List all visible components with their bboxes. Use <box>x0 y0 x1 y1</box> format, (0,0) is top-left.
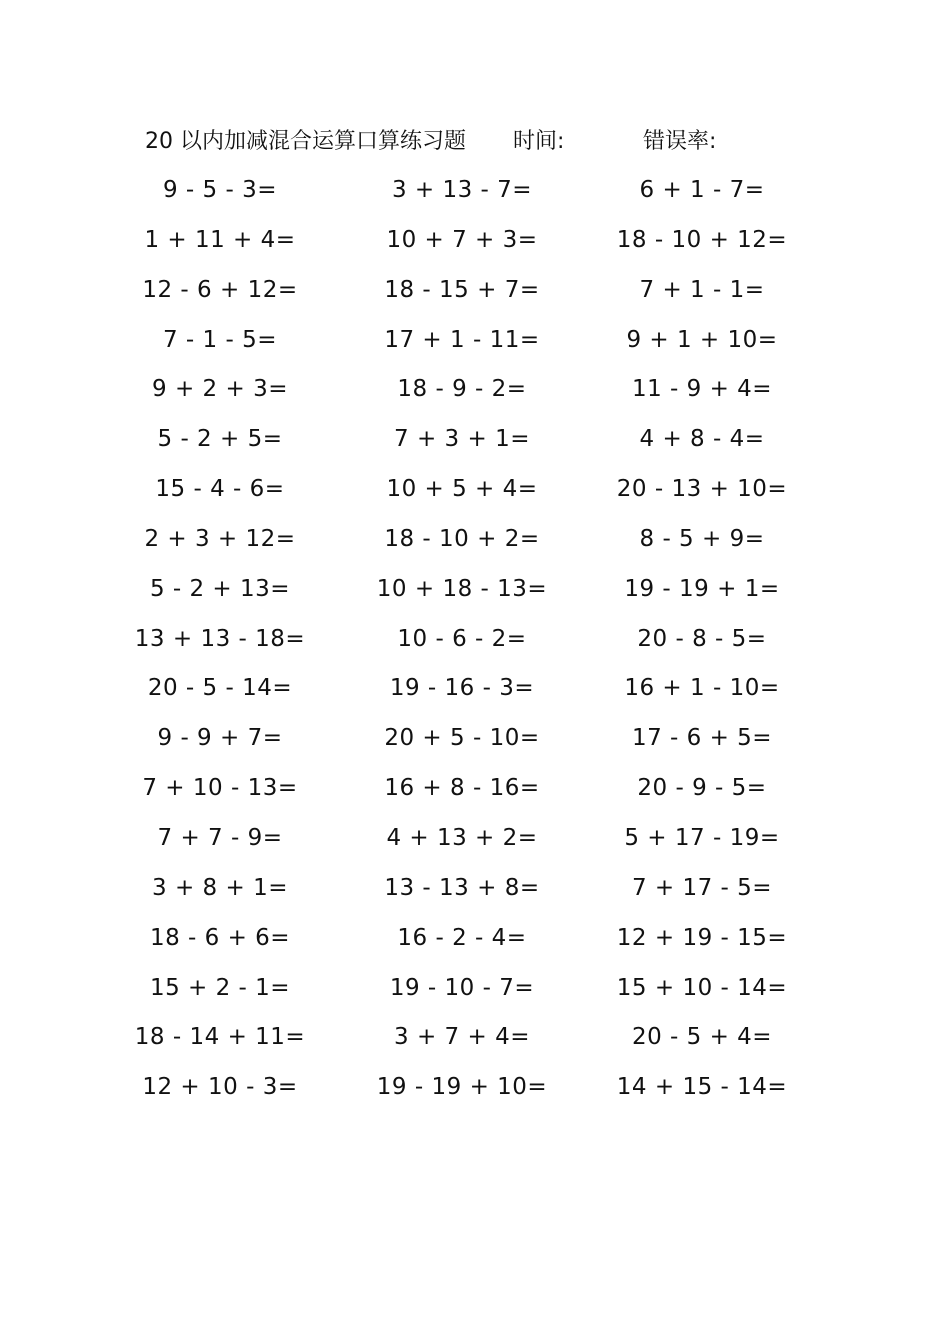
math-problem: 12 + 19 - 15= <box>616 924 788 951</box>
problem-row <box>0 714 950 764</box>
math-problem: 17 + 1 - 11= <box>384 326 540 353</box>
math-problem: 18 - 15 + 7= <box>384 276 540 303</box>
math-problem: 15 - 4 - 6= <box>155 476 285 503</box>
math-problem: 20 - 13 + 10= <box>616 476 788 503</box>
math-problem: 20 - 5 - 14= <box>147 675 293 702</box>
problem-row <box>0 515 950 565</box>
math-problem: 5 + 17 - 19= <box>624 824 780 851</box>
problem-row <box>0 316 950 366</box>
problem-row <box>0 664 950 714</box>
math-problem: 10 + 5 + 4= <box>386 476 538 503</box>
math-problem: 10 - 6 - 2= <box>397 625 527 652</box>
problem-row <box>0 465 950 515</box>
math-problem: 4 + 13 + 2= <box>386 824 538 851</box>
math-problem: 20 - 5 + 4= <box>631 1024 773 1051</box>
math-problem: 18 - 14 + 11= <box>134 1024 306 1051</box>
math-problem: 6 + 1 - 7= <box>639 177 765 203</box>
problem-row <box>0 1063 950 1113</box>
math-problem: 3 + 8 + 1= <box>152 874 288 901</box>
math-problem: 7 - 1 - 5= <box>162 326 277 353</box>
math-problem: 13 + 13 - 18= <box>134 625 306 652</box>
math-problem: 18 - 10 + 12= <box>616 226 788 253</box>
math-problem: 19 - 10 - 7= <box>389 974 535 1001</box>
math-problem: 3 + 13 - 7= <box>391 177 533 203</box>
problem-grid <box>0 166 950 1113</box>
math-problem: 10 + 18 - 13= <box>376 575 548 602</box>
math-problem: 11 - 9 + 4= <box>631 376 773 403</box>
problem-row <box>0 615 950 665</box>
math-problem: 19 - 19 + 10= <box>376 1074 548 1101</box>
problem-row <box>0 964 950 1014</box>
math-problem: 7 + 1 - 1= <box>639 276 765 303</box>
math-problem: 8 - 5 + 9= <box>639 525 765 552</box>
math-problem: 17 - 6 + 5= <box>631 725 773 752</box>
math-problem: 5 - 2 + 13= <box>149 575 291 602</box>
problem-row <box>0 216 950 266</box>
math-problem: 19 - 16 - 3= <box>389 675 535 702</box>
problem-row <box>0 814 950 864</box>
problem-row <box>0 365 950 415</box>
math-problem: 5 - 2 + 5= <box>157 426 283 453</box>
error-rate-label: 错误率: <box>643 129 717 154</box>
math-problem: 9 - 9 + 7= <box>157 725 283 752</box>
math-problem: 7 + 10 - 13= <box>142 775 298 802</box>
time-label: 时间: <box>513 129 565 154</box>
math-problem: 1 + 11 + 4= <box>144 226 296 253</box>
math-problem: 15 + 10 - 14= <box>616 974 788 1001</box>
math-problem: 9 + 2 + 3= <box>152 376 288 403</box>
math-problem: 16 + 8 - 16= <box>384 775 540 802</box>
math-problem: 20 + 5 - 10= <box>384 725 540 752</box>
math-problem: 16 - 2 - 4= <box>397 924 527 951</box>
math-problem: 13 - 13 + 8= <box>384 874 540 901</box>
problem-row <box>0 914 950 964</box>
math-problem: 14 + 15 - 14= <box>616 1074 788 1101</box>
math-problem: 10 + 7 + 3= <box>386 226 538 253</box>
math-problem: 16 + 1 - 10= <box>624 675 780 702</box>
math-problem: 7 + 3 + 1= <box>394 426 530 453</box>
math-problem: 4 + 8 - 4= <box>639 426 765 453</box>
problem-row <box>0 415 950 465</box>
problem-row <box>0 1013 950 1063</box>
math-problem: 7 + 17 - 5= <box>631 874 773 901</box>
math-problem: 7 + 7 - 9= <box>157 824 283 851</box>
problem-row <box>0 266 950 316</box>
math-problem: 18 - 9 - 2= <box>397 376 527 403</box>
math-problem: 20 - 9 - 5= <box>637 775 767 802</box>
problem-row <box>0 764 950 814</box>
math-problem: 19 - 19 + 1= <box>624 575 780 602</box>
math-problem: 18 - 10 + 2= <box>384 525 540 552</box>
worksheet-title: 20 以内加减混合运算口算练习题 <box>145 129 466 154</box>
problem-row <box>0 864 950 914</box>
problem-row <box>0 166 950 216</box>
math-problem: 3 + 7 + 4= <box>394 1024 530 1051</box>
problem-row <box>0 565 950 615</box>
math-problem: 20 - 8 - 5= <box>637 625 767 652</box>
math-problem: 9 - 5 - 3= <box>162 177 277 203</box>
math-problem: 12 - 6 + 12= <box>142 276 298 303</box>
math-problem: 18 - 6 + 6= <box>149 924 291 951</box>
math-problem: 15 + 2 - 1= <box>149 974 291 1001</box>
math-problem: 9 + 1 + 10= <box>626 326 778 353</box>
math-problem: 2 + 3 + 12= <box>144 525 296 552</box>
math-problem: 12 + 10 - 3= <box>142 1074 298 1101</box>
